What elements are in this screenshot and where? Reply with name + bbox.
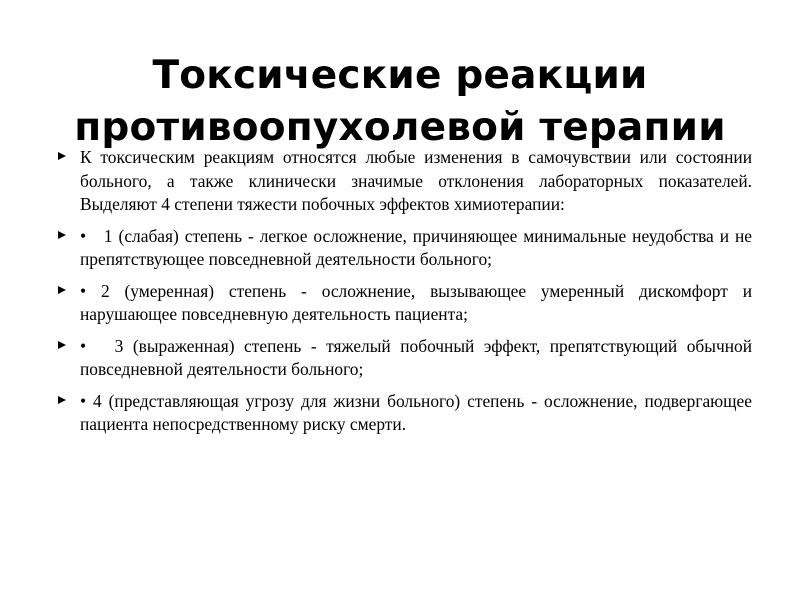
list-item-text: • 3 (выраженная) степень - тяжелый побочный эффект, препятствующий обычной повседневной деятельности больного;	[80, 335, 752, 379]
list-item	[56, 225, 752, 272]
arrow-bullet-icon	[58, 341, 66, 349]
arrow-bullet-icon	[58, 231, 66, 239]
list-item-text: К токсическим реакциям относятся любые изменения в самочувствии или состоянии больного, а также клинически значимые отклонения лабораторных показателей. Выделяют 4 степени тяжести побочных эффектов химиотерапии:	[80, 147, 752, 214]
list-item-text: • 2 (умеренная) степень - осложнение, вызывающее умеренный дискомфорт и нарушающее повседневную деятельность пациента;	[80, 280, 752, 324]
slide-title-line-1: Токсические реакции	[152, 53, 648, 99]
list-item	[56, 146, 752, 217]
arrow-bullet-icon	[58, 286, 66, 294]
arrow-bullet-icon	[58, 396, 66, 404]
list-item-text: • 1 (слабая) степень - легкое осложнение, причиняющее минимальные неудобства и не препятствующее повседневной деятельности больного;	[80, 225, 752, 269]
list-item	[56, 390, 752, 437]
list-item-text: • 4 (представляющая угрозу для жизни больного) степень - осложнение, подвергающее пациента непосредственному риску смерти.	[80, 390, 752, 434]
slide-title	[40, 50, 760, 154]
bullet-list	[56, 146, 752, 445]
arrow-bullet-icon	[58, 152, 66, 160]
slide-title-line-2: противоопухолевой терапии	[74, 105, 726, 151]
list-item	[56, 335, 752, 382]
list-item	[56, 280, 752, 327]
